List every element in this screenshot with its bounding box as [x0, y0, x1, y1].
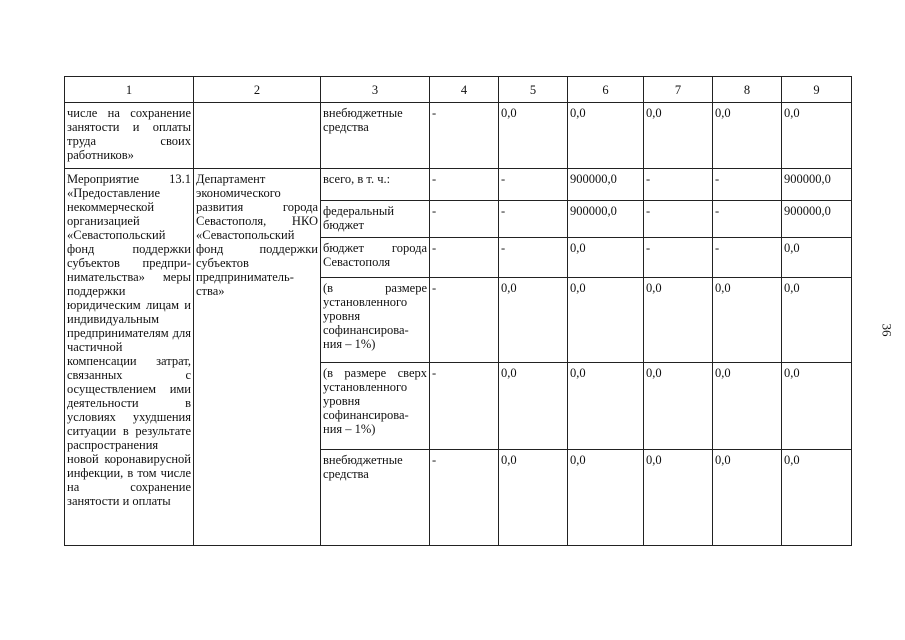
funding-source: федеральный бюджет: [321, 201, 430, 238]
value-cell: 0,0: [713, 450, 782, 546]
table-header: [65, 77, 852, 103]
value-cell: 0,0: [499, 363, 568, 450]
header-cell: 5: [499, 77, 568, 103]
funding-source: бюджет города Севастополя: [321, 238, 430, 278]
value-cell: 0,0: [644, 103, 713, 169]
value-cell: 0,0: [499, 103, 568, 169]
executor: Департамент экономического развития города Севастополя, НКО «Севастопольский фонд поддержки субъектов предприниматель-ства»: [194, 169, 321, 546]
value-cell: -: [499, 169, 568, 201]
measure-name: Мероприятие 13.1 «Предоставление некоммерческой организацией «Севастопольский фонд поддержки субъектов предпри-нимательства» меры поддержки юридическим лицам и индивидуальным предпринимателям для частичной компенсации затрат, связанных с осуществлением ими деятельности в условиях ухудшения ситуации в результате распространения новой коронавирусной инфекции, в том числе на сохранение занятости и оплаты: [65, 169, 194, 546]
executor-cell-empty: [194, 103, 321, 169]
value-cell: 0,0: [568, 278, 644, 363]
header-row: [65, 77, 852, 103]
funding-source: всего, в т. ч.:: [321, 169, 430, 201]
header-cell: 8: [713, 77, 782, 103]
value-cell: 900000,0: [568, 201, 644, 238]
value-cell: -: [644, 238, 713, 278]
value-cell: 0,0: [782, 278, 852, 363]
value-cell: 0,0: [644, 450, 713, 546]
header-cell: 7: [644, 77, 713, 103]
page-number: 36: [879, 323, 895, 337]
value-cell: -: [430, 169, 499, 201]
header-cell: 6: [568, 77, 644, 103]
value-cell: -: [430, 201, 499, 238]
value-cell: 0,0: [568, 363, 644, 450]
header-cell: 9: [782, 77, 852, 103]
value-cell: 900000,0: [782, 169, 852, 201]
value-cell: -: [499, 238, 568, 278]
value-cell: -: [713, 238, 782, 278]
value-cell: -: [430, 238, 499, 278]
value-cell: -: [430, 450, 499, 546]
value-cell: -: [644, 169, 713, 201]
funding-source: (в размере установленного уровня софинансирова-ния – 1%): [321, 278, 430, 363]
funding-source: внебюджетные средства: [321, 450, 430, 546]
header-cell: 1: [65, 77, 194, 103]
value-cell: -: [644, 201, 713, 238]
value-cell: 0,0: [644, 363, 713, 450]
value-cell: 0,0: [782, 238, 852, 278]
value-cell: 900000,0: [782, 201, 852, 238]
value-cell: 900000,0: [568, 169, 644, 201]
measure-name-continued: числе на сохранение занятости и оплаты труда своих работников»: [65, 103, 194, 169]
value-cell: -: [713, 169, 782, 201]
table-row: [65, 103, 852, 169]
value-cell: 0,0: [499, 450, 568, 546]
funding-source: (в размере сверх установленного уровня софинансирова-ния – 1%): [321, 363, 430, 450]
value-cell: 0,0: [568, 238, 644, 278]
value-cell: 0,0: [499, 278, 568, 363]
value-cell: 0,0: [782, 363, 852, 450]
value-cell: 0,0: [713, 363, 782, 450]
value-cell: -: [430, 278, 499, 363]
header-cell: 3: [321, 77, 430, 103]
table-row: [65, 169, 852, 201]
header-cell: 2: [194, 77, 321, 103]
value-cell: 0,0: [568, 450, 644, 546]
funding-source: внебюджетные средства: [321, 103, 430, 169]
value-cell: 0,0: [568, 103, 644, 169]
value-cell: -: [499, 201, 568, 238]
value-cell: 0,0: [782, 103, 852, 169]
value-cell: -: [430, 363, 499, 450]
header-cell: 4: [430, 77, 499, 103]
value-cell: -: [713, 201, 782, 238]
value-cell: 0,0: [713, 278, 782, 363]
value-cell: 0,0: [644, 278, 713, 363]
value-cell: 0,0: [713, 103, 782, 169]
budget-table: [64, 76, 852, 546]
value-cell: -: [430, 103, 499, 169]
value-cell: 0,0: [782, 450, 852, 546]
